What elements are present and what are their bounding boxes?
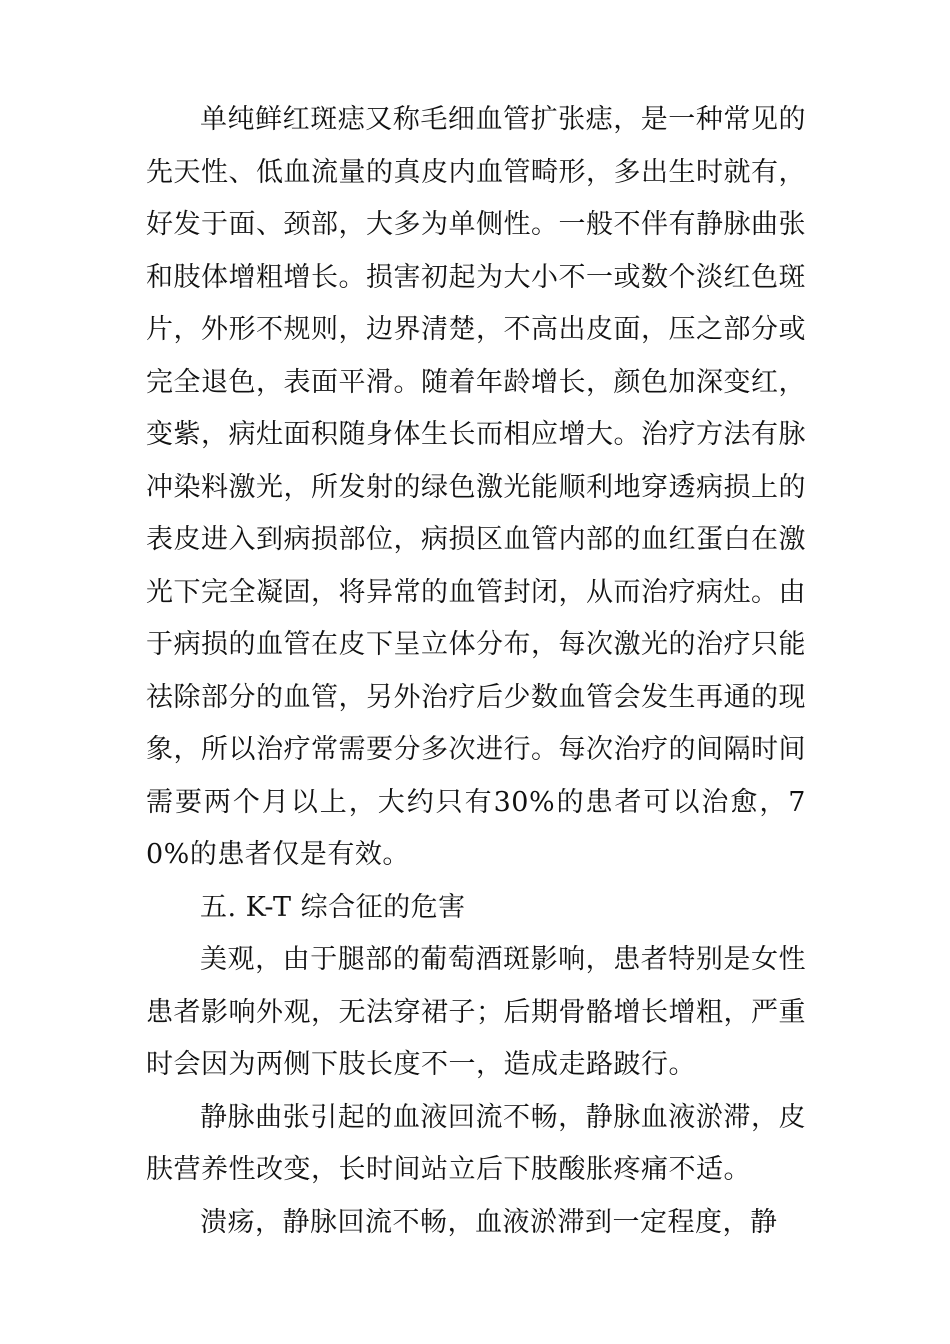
section-heading-kt-harm: 五. K-T 综合征的危害 — [200, 891, 466, 923]
paragraph-port-wine-stain: 单纯鲜红斑痣又称毛细血管扩张痣，是一种常见的先天性、低血流量的真皮内血管畸形，多出生时就有，好发于面、颈部，大多为单侧性。一般不伴有静脉曲张和肢体增粗增长。损害初起为大小不一或数个淡红色斑片，外形不规则，边界清楚，不高出皮面，压之部分或完全退色，表面平滑。随着年龄增长，颜色加深变红，变紫，病灶面积随身体生长而相应增大。治疗方法有脉冲染料激光，所发射的绿色激光能顺利地穿透病损上的表皮进入到病损部位，病损区血管内部的血红蛋白在激光下完全凝固，将异常的血管封闭，从而治疗病灶。由于病损的血管在皮下呈立体分布，每次激光的治疗只能祛除部分的血管，另外治疗后少数血管会发生再通的现象，所以治疗常需要分多次进行。每次治疗的间隔时间需要两个月以上，大约只有30%的患者可以治愈，70%的患者仅是有效。 — [146, 104, 806, 870]
paragraph-appearance: 美观，由于腿部的葡萄酒斑影响，患者特别是女性患者影响外观，无法穿裙子；后期骨骼增长增粗，严重时会因为两侧下肢长度不一，造成走路跛行。 — [146, 944, 806, 1080]
document-body — [146, 94, 806, 1249]
paragraph-ulcer: 溃疡，静脉回流不畅，血液淤滞到一定程度，静 — [200, 1206, 778, 1238]
paragraph-varicose-veins: 静脉曲张引起的血液回流不畅，静脉血液淤滞，皮肤营养性改变，长时间站立后下肢酸胀疼痛不适。 — [146, 1101, 806, 1185]
